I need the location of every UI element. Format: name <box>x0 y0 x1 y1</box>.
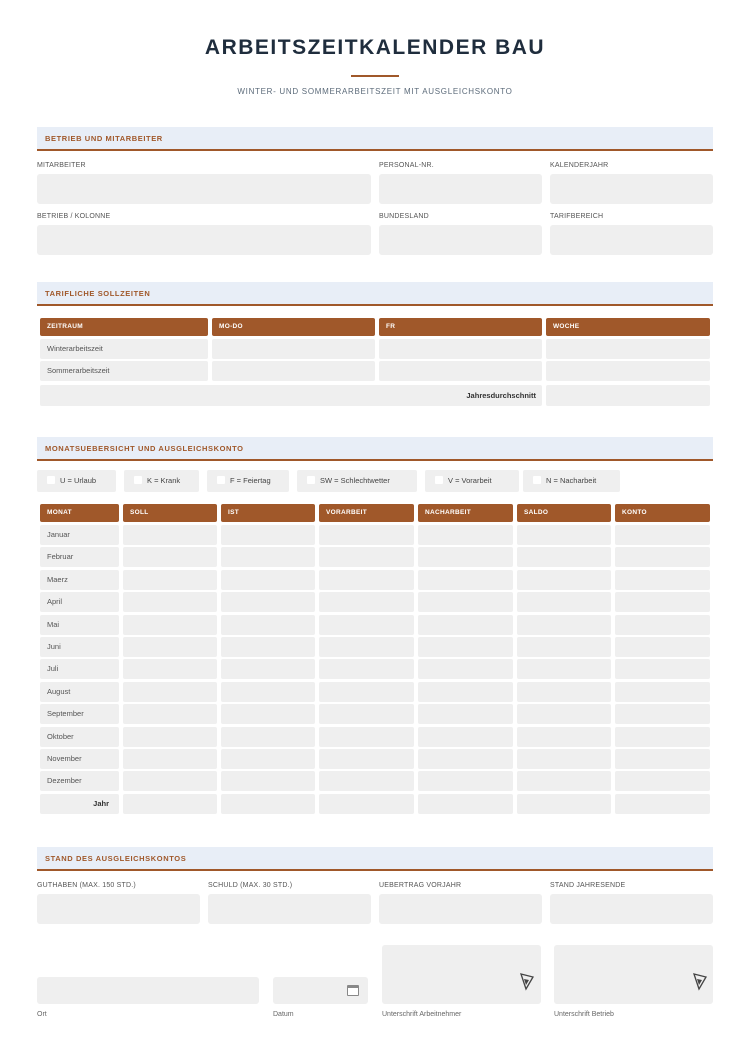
column-header-vorarbeit: VORARBEIT <box>319 504 414 522</box>
legend-label: N = Nacharbeit <box>546 476 597 485</box>
row-label-month: Maerz <box>40 570 119 590</box>
pen-icon <box>693 973 707 991</box>
legend-item-feiertag <box>207 470 289 492</box>
field-label-uebertrag: UEBERTRAG VORJAHR <box>379 882 462 889</box>
row-label-month: Juli <box>40 659 119 679</box>
table-cell-konto[interactable] <box>615 659 710 679</box>
table-cell-saldo[interactable] <box>517 682 611 702</box>
sommer-fr-cell[interactable] <box>379 361 542 381</box>
field-label-betrieb: BETRIEB / KOLONNE <box>37 213 111 220</box>
table-cell-vorarbeit[interactable] <box>319 615 414 635</box>
field-label-schuld: SCHULD (MAX. 30 STD.) <box>208 882 293 889</box>
table-cell-nacharbeit[interactable] <box>418 771 513 791</box>
table-cell-vorarbeit[interactable] <box>319 771 414 791</box>
table-cell-nacharbeit[interactable] <box>418 570 513 590</box>
row-label-month: Februar <box>40 547 119 567</box>
table-cell-soll[interactable] <box>123 749 217 769</box>
table-cell-konto[interactable] <box>615 525 710 545</box>
table-cell-ist[interactable] <box>221 682 315 702</box>
table-cell-soll[interactable] <box>123 727 217 747</box>
datum-field[interactable] <box>273 977 368 1004</box>
bundesland-field[interactable] <box>379 225 542 255</box>
page-title: ARBEITSZEITKALENDER BAU <box>204 36 546 59</box>
sommer-woche-cell[interactable] <box>546 361 710 381</box>
field-label-personal-nr: PERSONAL-NR. <box>379 162 434 169</box>
table-cell-vorarbeit[interactable] <box>319 525 414 545</box>
table-cell-nacharbeit[interactable] <box>418 727 513 747</box>
checkbox-icon <box>307 476 315 484</box>
table-cell-saldo[interactable] <box>517 659 611 679</box>
section-header-betrieb: BETRIEB UND MITARBEITER <box>37 127 713 151</box>
row-label-month: Januar <box>40 525 119 545</box>
table-cell-saldo[interactable] <box>517 771 611 791</box>
row-label-jahresdurchschnitt: Jahresdurchschnitt <box>40 385 542 406</box>
table-cell-konto[interactable] <box>615 771 710 791</box>
legend-item-krank <box>124 470 199 492</box>
signature-betrieb-label: Unterschrift Betrieb <box>554 1011 614 1018</box>
table-cell-soll[interactable] <box>123 682 217 702</box>
winter-fr-cell[interactable] <box>379 339 542 359</box>
table-cell-ist[interactable] <box>221 749 315 769</box>
table-cell-nacharbeit[interactable] <box>418 704 513 724</box>
legend-label: V = Vorarbeit <box>448 476 492 485</box>
winter-woche-cell[interactable] <box>546 339 710 359</box>
column-header-konto: KONTO <box>615 504 710 522</box>
table-cell-ist[interactable] <box>221 771 315 791</box>
table-cell-soll[interactable] <box>123 615 217 635</box>
tarifbereich-field[interactable] <box>550 225 713 255</box>
signature-betrieb-field[interactable] <box>554 945 713 1004</box>
legend-label: U = Urlaub <box>60 476 97 485</box>
section-header-sollzeiten: TARIFLICHE SOLLZEITEN <box>37 282 713 306</box>
column-header-monat: MONAT <box>40 504 119 522</box>
field-label-stand-jahresende: STAND JAHRESENDE <box>550 882 626 889</box>
mitarbeiter-field[interactable] <box>37 174 371 204</box>
table-cell-nacharbeit[interactable] <box>418 547 513 567</box>
table-cell-nacharbeit[interactable] <box>418 592 513 612</box>
checkbox-icon <box>134 476 142 484</box>
table-cell-ist[interactable] <box>221 659 315 679</box>
table-cell-saldo[interactable] <box>517 592 611 612</box>
section-header-ausgleichskonto: STAND DES AUSGLEICHSKONTOS <box>37 847 713 871</box>
datum-label: Datum <box>273 1011 294 1018</box>
field-label-kalenderjahr: KALENDERJAHR <box>550 162 609 169</box>
checkbox-icon <box>217 476 225 484</box>
table-cell-konto[interactable] <box>615 704 710 724</box>
table-cell-ist[interactable] <box>221 727 315 747</box>
legend-item-schlechtwetter <box>297 470 417 492</box>
table-cell-konto[interactable] <box>615 682 710 702</box>
table-cell-konto[interactable] <box>615 727 710 747</box>
row-label-month: Mai <box>40 615 119 635</box>
checkbox-icon <box>435 476 443 484</box>
title-divider <box>351 75 399 77</box>
table-cell-soll[interactable] <box>123 525 217 545</box>
column-header-woche: WOCHE <box>546 318 710 336</box>
kalenderjahr-field[interactable] <box>550 174 713 204</box>
sommer-mo-do-cell[interactable] <box>212 361 375 381</box>
table-cell-vorarbeit[interactable] <box>319 682 414 702</box>
table-cell-saldo[interactable] <box>517 704 611 724</box>
table-cell-vorarbeit[interactable] <box>319 637 414 657</box>
table-cell-saldo[interactable] <box>517 525 611 545</box>
ort-label: Ort <box>37 1011 47 1018</box>
legend-label: SW = Schlechtwetter <box>320 476 390 485</box>
table-cell-ist[interactable] <box>221 794 315 814</box>
column-header-zeitraum: ZEITRAUM <box>40 318 208 336</box>
row-label-jahr: Jahr <box>40 794 119 814</box>
table-cell-konto[interactable] <box>615 570 710 590</box>
table-cell-soll[interactable] <box>123 592 217 612</box>
table-cell-nacharbeit[interactable] <box>418 749 513 769</box>
table-cell-nacharbeit[interactable] <box>418 637 513 657</box>
table-cell-nacharbeit[interactable] <box>418 659 513 679</box>
table-cell-konto[interactable] <box>615 637 710 657</box>
jahresdurchschnitt-cell[interactable] <box>546 385 710 406</box>
row-label-month: August <box>40 682 119 702</box>
column-header-soll: SOLL <box>123 504 217 522</box>
table-cell-nacharbeit[interactable] <box>418 615 513 635</box>
table-cell-soll[interactable] <box>123 659 217 679</box>
guthaben-field[interactable] <box>37 894 200 924</box>
table-cell-konto[interactable] <box>615 547 710 567</box>
stand-jahresende-field[interactable] <box>550 894 713 924</box>
table-cell-soll[interactable] <box>123 704 217 724</box>
legend-item-urlaub <box>37 470 116 492</box>
table-cell-soll[interactable] <box>123 547 217 567</box>
betrieb-field[interactable] <box>37 225 371 255</box>
field-label-guthaben: GUTHABEN (MAX. 150 STD.) <box>37 882 136 889</box>
table-cell-vorarbeit[interactable] <box>319 704 414 724</box>
pen-icon <box>520 973 534 991</box>
table-cell-konto[interactable] <box>615 749 710 769</box>
legend-label: F = Feiertag <box>230 476 271 485</box>
table-cell-nacharbeit[interactable] <box>418 525 513 545</box>
column-header-nacharbeit: NACHARBEIT <box>418 504 513 522</box>
table-cell-vorarbeit[interactable] <box>319 592 414 612</box>
column-header-mo-do: MO-DO <box>212 318 375 336</box>
column-header-ist: IST <box>221 504 315 522</box>
row-label-month: April <box>40 592 119 612</box>
table-cell-konto[interactable] <box>615 592 710 612</box>
table-cell-ist[interactable] <box>221 704 315 724</box>
table-cell-vorarbeit[interactable] <box>319 659 414 679</box>
checkbox-icon <box>47 476 55 484</box>
row-label-month: Oktober <box>40 727 119 747</box>
field-label-bundesland: BUNDESLAND <box>379 213 429 220</box>
legend-label: K = Krank <box>147 476 181 485</box>
column-header-fr: FR <box>379 318 542 336</box>
table-cell-saldo[interactable] <box>517 570 611 590</box>
table-cell-vorarbeit[interactable] <box>319 547 414 567</box>
table-cell-saldo[interactable] <box>517 727 611 747</box>
ort-field[interactable] <box>37 977 259 1004</box>
row-label-winterarbeitszeit: Winterarbeitszeit <box>40 339 208 359</box>
signature-arbeitnehmer-label: Unterschrift Arbeitnehmer <box>382 1011 462 1018</box>
legend-item-vorarbeit <box>425 470 519 492</box>
row-label-month: Juni <box>40 637 119 657</box>
legend-item-nacharbeit <box>523 470 620 492</box>
table-cell-nacharbeit[interactable] <box>418 682 513 702</box>
row-label-sommerarbeitszeit: Sommerarbeitszeit <box>40 361 208 381</box>
table-cell-saldo[interactable] <box>517 749 611 769</box>
table-cell-soll[interactable] <box>123 637 217 657</box>
table-cell-soll[interactable] <box>123 794 217 814</box>
table-cell-saldo[interactable] <box>517 637 611 657</box>
column-header-saldo: SALDO <box>517 504 611 522</box>
field-label-tarifbereich: TARIFBEREICH <box>550 213 604 220</box>
personal-nr-field[interactable] <box>379 174 542 204</box>
table-cell-soll[interactable] <box>123 771 217 791</box>
table-cell-vorarbeit[interactable] <box>319 727 414 747</box>
table-cell-saldo[interactable] <box>517 794 611 814</box>
uebertrag-field[interactable] <box>379 894 542 924</box>
schuld-field[interactable] <box>208 894 371 924</box>
table-cell-saldo[interactable] <box>517 547 611 567</box>
section-header-monatsuebersicht: MONATSUEBERSICHT UND AUSGLEICHSKONTO <box>37 437 713 461</box>
checkbox-icon <box>533 476 541 484</box>
table-cell-ist[interactable] <box>221 615 315 635</box>
page-subtitle: WINTER- UND SOMMERARBEITSZEIT MIT AUSGLEICHSKONTO <box>237 87 513 96</box>
table-cell-ist[interactable] <box>221 570 315 590</box>
row-label-month: Dezember <box>40 771 119 791</box>
row-label-month: November <box>40 749 119 769</box>
row-label-month: September <box>40 704 119 724</box>
table-cell-vorarbeit[interactable] <box>319 794 414 814</box>
winter-mo-do-cell[interactable] <box>212 339 375 359</box>
table-cell-nacharbeit[interactable] <box>418 794 513 814</box>
table-cell-saldo[interactable] <box>517 615 611 635</box>
table-cell-ist[interactable] <box>221 637 315 657</box>
calendar-icon[interactable] <box>347 985 359 996</box>
table-cell-ist[interactable] <box>221 592 315 612</box>
table-cell-konto[interactable] <box>615 794 710 814</box>
table-cell-konto[interactable] <box>615 615 710 635</box>
table-cell-vorarbeit[interactable] <box>319 570 414 590</box>
signature-arbeitnehmer-field[interactable] <box>382 945 541 1004</box>
table-cell-ist[interactable] <box>221 547 315 567</box>
table-cell-vorarbeit[interactable] <box>319 749 414 769</box>
table-cell-soll[interactable] <box>123 570 217 590</box>
table-cell-ist[interactable] <box>221 525 315 545</box>
field-label-mitarbeiter: MITARBEITER <box>37 162 86 169</box>
